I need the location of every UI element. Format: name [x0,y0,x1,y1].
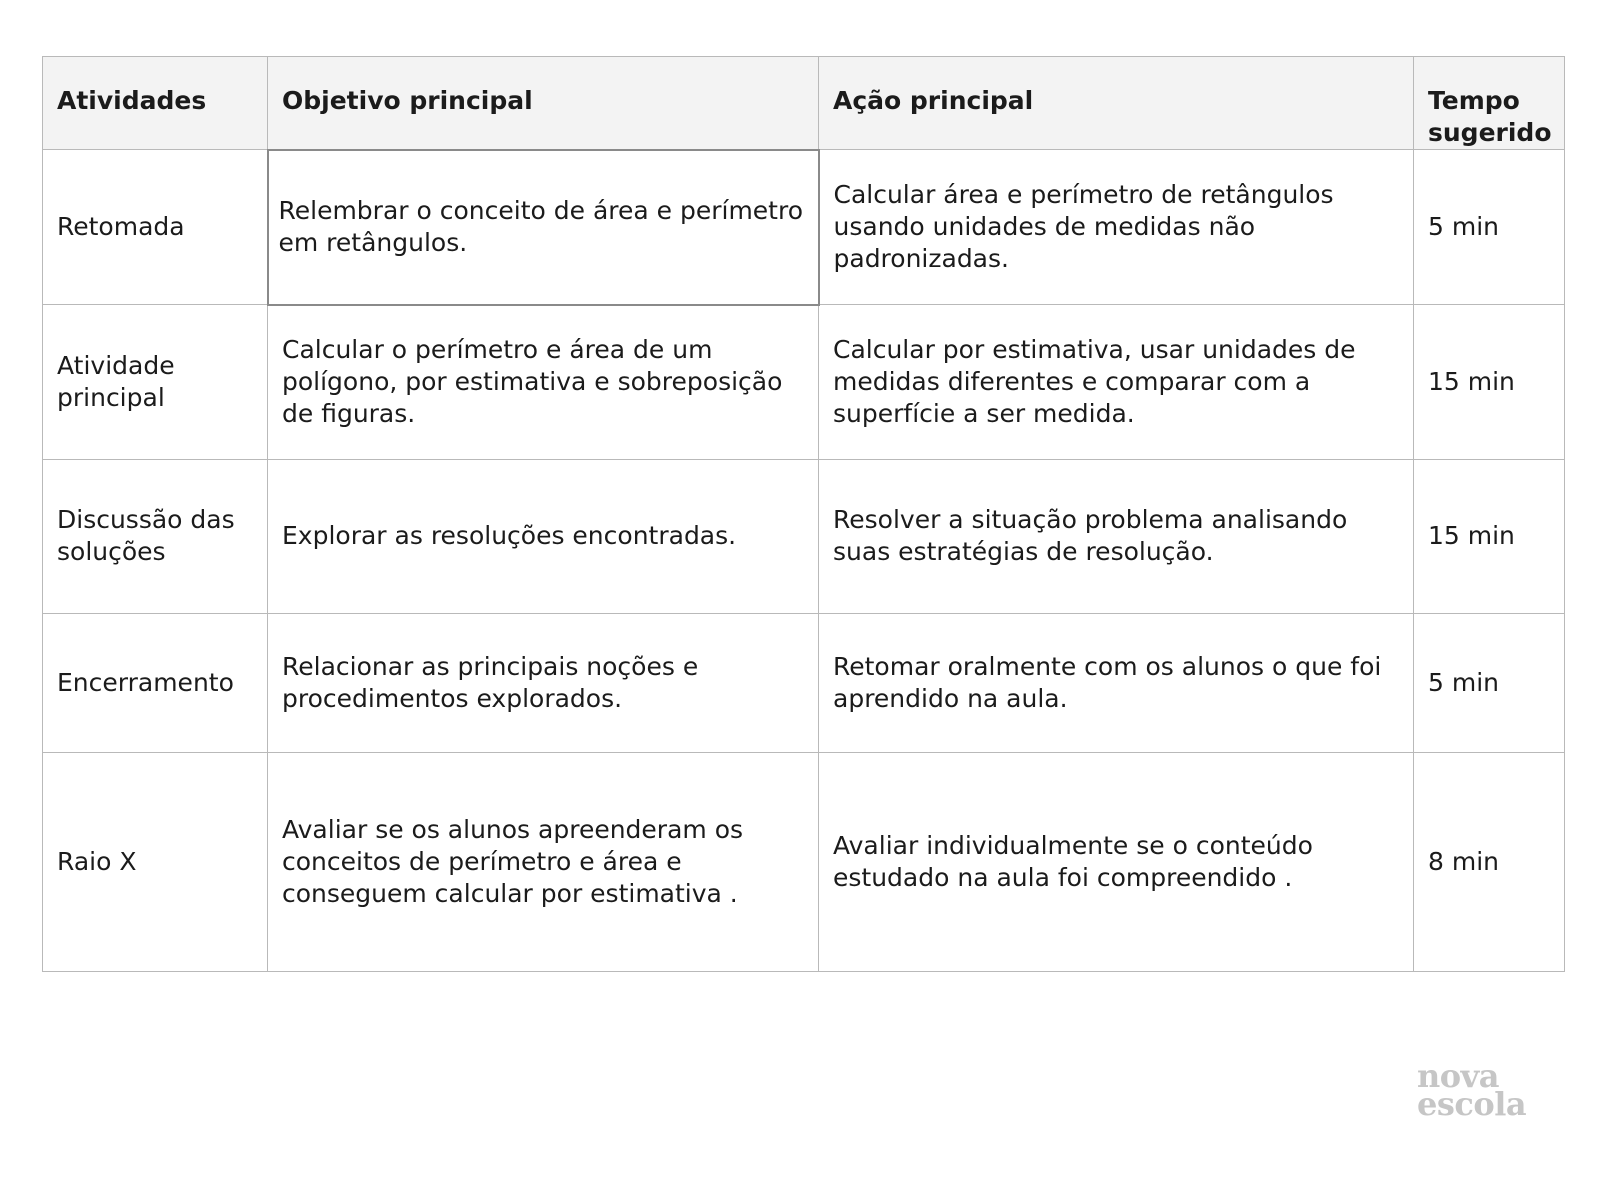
cell-action: Calcular área e perímetro de retângulos usando unidades de medidas não padronizadas. [819,150,1414,305]
logo-line-nova: nova [1417,1057,1499,1095]
cell-time: 8 min [1414,752,1565,971]
nova-escola-logo [1417,1057,1547,1123]
table-row [43,459,1565,613]
cell-time: 5 min [1414,613,1565,752]
lesson-plan-table [42,56,1565,972]
cell-activity: Encerramento [43,613,268,752]
table-row [43,305,1565,460]
cell-objective: Relembrar o conceito de área e perímetro em retângulos. [268,150,819,305]
table-row [43,752,1565,971]
cell-activity: Retomada [43,150,268,305]
cell-objective: Calcular o perímetro e área de um polígono, por estimativa e sobreposição de figuras. [268,305,819,460]
cell-objective: Relacionar as principais noções e procedimentos explorados. [268,613,819,752]
header-activities: Atividades [43,57,268,150]
table-row [43,150,1565,305]
cell-action: Calcular por estimativa, usar unidades de medidas diferentes e comparar com a superfície a ser medida. [819,305,1414,460]
cell-time: 5 min [1414,150,1565,305]
cell-time: 15 min [1414,305,1565,460]
cell-time: 15 min [1414,459,1565,613]
cell-action: Retomar oralmente com os alunos o que foi aprendido na aula. [819,613,1414,752]
header-main-action: Ação principal [819,57,1414,150]
table-row [43,613,1565,752]
logo-line-escola: escola [1417,1085,1527,1123]
cell-objective: Explorar as resoluções encontradas. [268,459,819,613]
cell-objective: Avaliar se os alunos apreenderam os conceitos de perímetro e área e conseguem calcular por estimativa . [268,752,819,971]
header-suggested-time: Tempo sugerido [1414,57,1565,150]
cell-action: Avaliar individualmente se o conteúdo estudado na aula foi compreendido . [819,752,1414,971]
cell-activity: Discussão das soluções [43,459,268,613]
table-header-row [43,57,1565,150]
cell-activity: Atividade principal [43,305,268,460]
cell-action: Resolver a situação problema analisando suas estratégias de resolução. [819,459,1414,613]
header-main-objective: Objetivo principal [268,57,819,150]
cell-activity: Raio X [43,752,268,971]
